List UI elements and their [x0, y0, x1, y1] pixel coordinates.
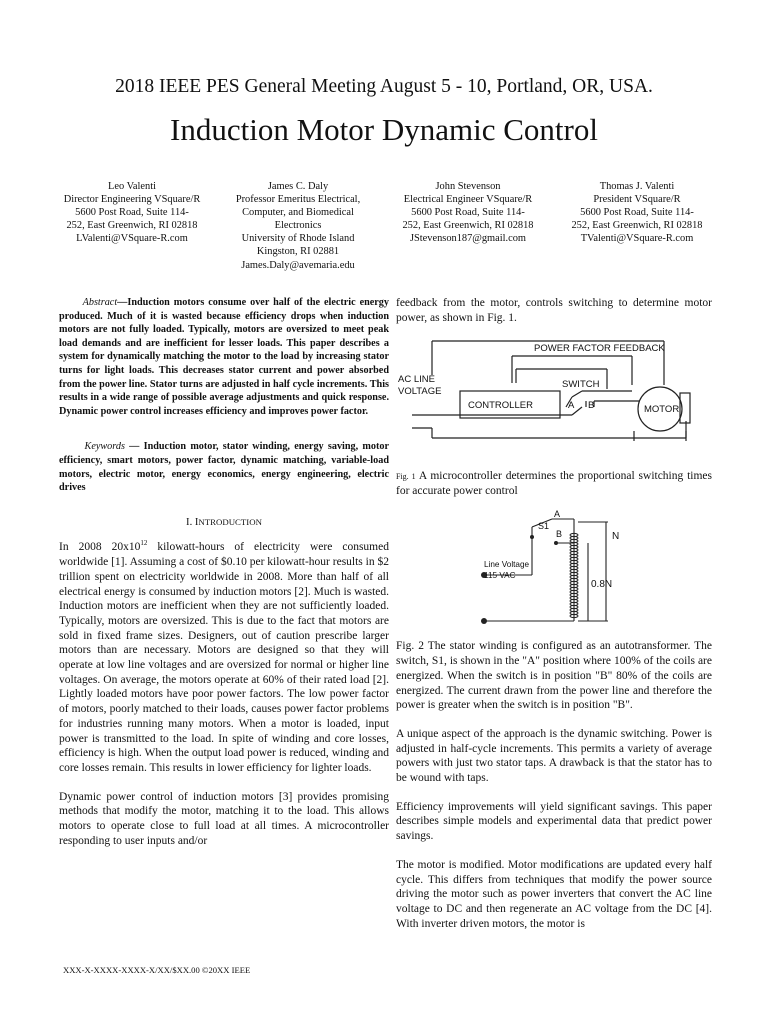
- fig2-line-voltage-label: Line Voltage: [484, 560, 530, 570]
- section-title-rest: NTRODUCTION: [198, 516, 262, 527]
- author-3: [384, 180, 552, 272]
- author-affiliation: Computer, and Biomedical: [242, 207, 354, 219]
- fig1-b-label: B: [588, 400, 595, 412]
- fig1-switch-label: SWITCH: [562, 379, 600, 391]
- author-address: 252, East Greenwich, RI 02818: [66, 220, 198, 232]
- figure-1-label: Fig. 1: [396, 472, 416, 482]
- keywords-text: — Induction motor, stator winding, energy saving, motor efficiency, smart motors, power factor, dynamic matching, variable-load motors, electric motor, energy economics, energy engineering, electric drives: [59, 441, 390, 494]
- author-email: LValenti@VSquare-R.com: [76, 233, 188, 245]
- intro-paragraph-2: Dynamic power control of induction motors [3] provides promising methods that modify the motor, matching it to the load. This allows motors to operate close to full load at all times. A microcontroller responding to user inputs and/or: [59, 790, 389, 847]
- right-paragraph-2: A unique aspect of the approach is the dynamic switching. Power is adjusted in half-cycle increments. This permits a variety of average powers with just two stator taps. A drawback is that the stator has to be wound with taps.: [396, 727, 712, 785]
- figure-1-caption: [396, 469, 712, 499]
- right-column: [396, 296, 712, 931]
- author-1: [52, 180, 212, 272]
- fig1-pff-label: POWER FACTOR FEEDBACK: [534, 343, 665, 355]
- fig1-controller-label: CONTROLLER: [468, 400, 533, 412]
- keywords: [59, 440, 389, 494]
- figure-1-caption-text: A microcontroller determines the proportional switching times for accurate power control: [396, 470, 712, 498]
- author-affiliation: Director Engineering VSquare/R: [63, 194, 201, 206]
- intro-text-start: In 2008 20x10: [59, 541, 141, 554]
- right-paragraph-3: Efficiency improvements will yield significant savings. This paper describes simple models and experimental data that predict power savings.: [396, 800, 712, 843]
- fig1-a-label: A: [568, 400, 575, 412]
- abstract: [59, 296, 389, 418]
- author-2: [212, 180, 384, 272]
- exponent: 12: [140, 539, 148, 548]
- author-name: Leo Valenti: [108, 181, 156, 192]
- left-column: [59, 296, 389, 848]
- section-number: I.: [186, 516, 195, 528]
- fig2-b-label: B: [556, 529, 563, 540]
- section-heading-introduction: [59, 515, 389, 531]
- abstract-text: —Induction motors consume over half of the electric energy produced. Much of it is wasted because efficiency drops when induction motors are not fully loaded. Typically, motors are oversized to meet peak load demands and are inefficient for lesser loads. This paper describes a system for dynamically matching the motor to the load by increasing stator turns for light loads. This decreases stator current and power absorbed from the power line. Stator turns are adjusted in half cycle increments. This results in a wide range of possible average adjustments and quick response. Dynamic power control increases efficiency and improves power factor.: [59, 297, 389, 417]
- author-address: 5600 Post Road, Suite 114-: [580, 207, 694, 219]
- fig2-s1-label: S1: [538, 521, 550, 532]
- figure-2-caption: Fig. 2 The stator winding is configured as an autotransformer. The switch, S1, is shown in the "A" position where 100% of the coils are energized. When the switch is in position "B" 80% of the coils are energized. The current drawn from the power line and therefore the power is greater when the switch is in position "B".: [396, 640, 712, 712]
- fig2-a-label: A: [554, 509, 561, 520]
- author-address: 252, East Greenwich, RI 02818: [571, 220, 703, 232]
- fig1-acline-label: AC LINE: [398, 374, 435, 386]
- abstract-label: Abstract: [82, 297, 118, 308]
- fig2-voltage-value-label: 115 VAC: [484, 571, 516, 581]
- author-address: 5600 Post Road, Suite 114-: [75, 207, 189, 219]
- author-email: James.Daly@avemaria.edu: [241, 259, 355, 271]
- intro-text-rest: kilowatt-hours of electricity were consumed worldwide [1]. Assuming a cost of $0.10 per kilowatt-hour results in $2 trillion spent on electricity worldwide in 2008. More than half of all electrical energy is consumed by induction motors [2]. Much is wasted. Induction motors are inefficient when they are not sufficiently loaded. Typically, motors are oversized. This is due to the fact that motors are sold in fixed frame sizes. Designers, out of caution prescribe larger motors than are necessary. Motors are designed so that they will operate at low line voltages and are oversized for normal or higher line voltages. On average, the motors operate at 60% of their rated load [2]. Lightly loaded motors have poor power factors. The low power factor of motors, poorly matched to their loads, causes power factor problems for industries running many motors. When a motor is loaded, input power is transmitted to the load. In spite of winding and core losses, efficiency is high. When the output load power is reduced, winding and core losses remain. This results in lower efficiency for lighter loads.: [59, 541, 389, 774]
- author-affiliation: University of Rhode Island: [241, 233, 355, 245]
- copyright-footer: XXX-X-XXXX-XXXX-X/XX/$XX.00 ©20XX IEEE: [63, 965, 251, 975]
- section-initial: I: [194, 516, 199, 528]
- author-block: [52, 180, 722, 272]
- author-address: 252, East Greenwich, RI 02818: [402, 220, 534, 232]
- author-email: TValenti@VSquare-R.com: [580, 233, 694, 245]
- fig2-n-label: N: [612, 531, 620, 543]
- conference-header: 2018 IEEE PES General Meeting August 5 - 10, Portland, OR, USA.: [115, 76, 653, 97]
- fig1-motor-label: MOTOR: [644, 404, 680, 416]
- intro-paragraph-1: [59, 540, 389, 775]
- author-name: Thomas J. Valenti: [599, 181, 675, 192]
- author-address: Kingston, RI 02881: [256, 246, 340, 258]
- fig1-voltage-label: VOLTAGE: [398, 386, 442, 398]
- paper-title: Induction Motor Dynamic Control: [170, 112, 598, 147]
- figure-1-diagram: [396, 333, 712, 465]
- author-affiliation: President VSquare/R: [593, 194, 681, 206]
- author-affiliation: Professor Emeritus Electrical,: [235, 194, 361, 206]
- fig2-08n-label: 0.8N: [591, 579, 613, 591]
- author-email: JStevenson187@gmail.com: [409, 233, 527, 245]
- author-address: 5600 Post Road, Suite 114-: [411, 207, 525, 219]
- right-paragraph-4: The motor is modified. Motor modifications are updated every half cycle. This differs from techniques that modify the power source driving the motor such as power inverters that convert the AC line voltage to DC and then regenerate an AC voltage from the DC [4]. With inverter driven motors, the motor is: [396, 858, 712, 930]
- author-name: James C. Daly: [267, 181, 329, 192]
- author-4: [552, 180, 722, 272]
- author-name: John Stevenson: [435, 181, 501, 192]
- author-affiliation: Electronics: [274, 220, 322, 232]
- keywords-label: Keywords: [84, 441, 125, 453]
- right-paragraph-1: feedback from the motor, controls switching to determine motor power, as shown in Fig. 1.: [396, 297, 712, 324]
- author-affiliation: Electrical Engineer VSquare/R: [403, 194, 533, 206]
- figure-2-diagram: [396, 509, 712, 629]
